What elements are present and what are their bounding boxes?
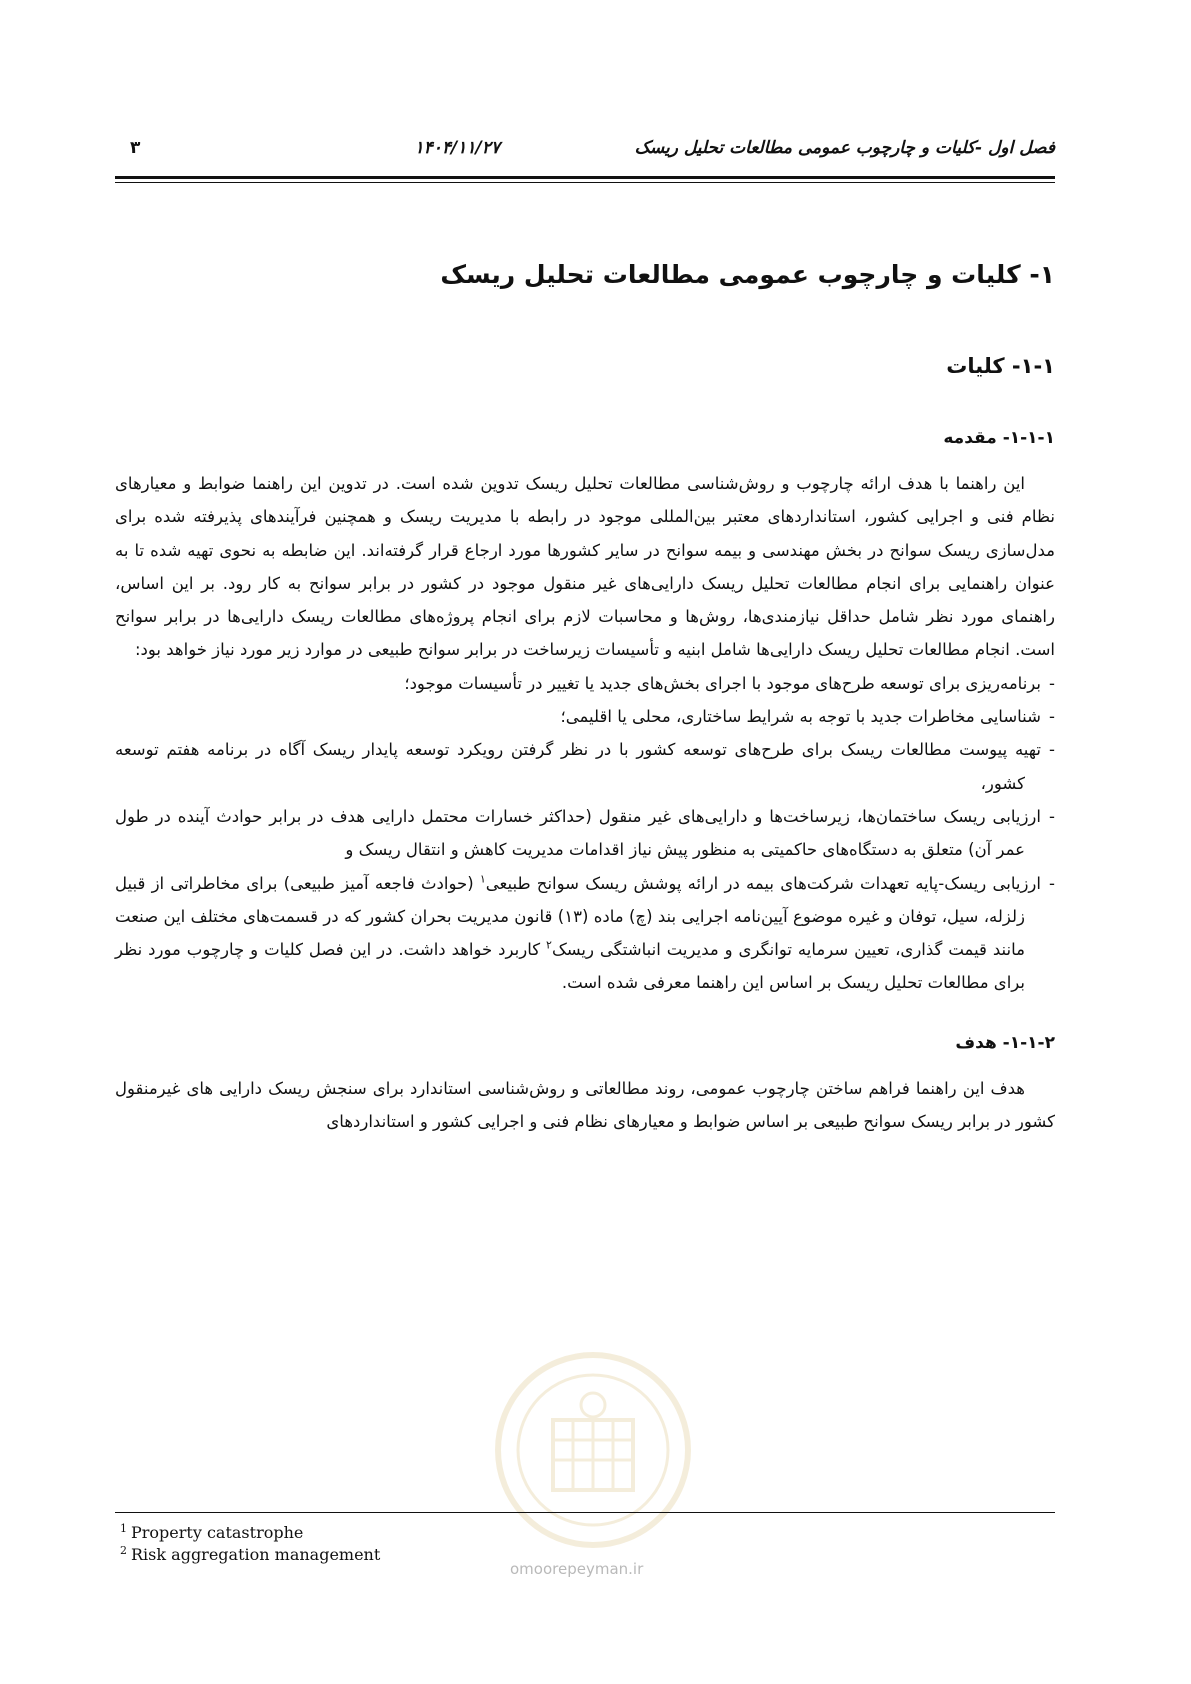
- section-heading: ۱-۱- کلیات: [946, 354, 1055, 378]
- footnote-number: 2: [120, 1543, 127, 1557]
- header-chapter-title: فصل اول -کلیات و چارچوب عمومی مطالعات تحلیل ریسک: [634, 138, 1055, 158]
- bullet-text: شناسایی مخاطرات جدید با توجه به شرایط ساختاری، محلی یا اقلیمی؛: [560, 707, 1041, 727]
- intro-paragraph: این راهنما با هدف ارائه چارچوب و روش‌شناسی مطالعات تحلیل ریسک تدوین شده است. در تدوین این راهنما ضوابط و معیارهای نظام فنی و اجرایی کشور، استانداردهای معتبر بین‌المللی موجود در رابطه با مدیریت ریسک و همچنین فرآیندهای پذیرفته شده برای مدل‌سازی ریسک سوانح در بخش مهندسی و بیمه سوانح در سایر کشورها مورد ارجاع قرار گرفته‌اند. این ضابطه به نحوی تهیه شده تا به عنوان راهنمایی برای انجام مطالعات تحلیل ریسک دارایی‌های غیر منقول موجود در کشور در برابر سوانح به کار رود. بر این اساس، راهنمای مورد نظر شامل حداقل نیازمندی‌ها، روش‌ها و محاسبات لازم برای انجام پروژه‌های مطالعات ریسک دارایی‌ها در برابر سوانح است. انجام مطالعات تحلیل ریسک دارایی‌ها شامل ابنیه و تأسیسات زیرساخت در برابر سوانح طبیعی در موارد زیر مورد نیاز خواهد بود:: [115, 474, 1055, 660]
- bullet-text: تهیه پیوست مطالعات ریسک برای طرح‌های توسعه کشور با در نظر گرفتن رویکرد توسعه پایدار ریسک آگاه در برنامه هفتم توسعه کشور،: [115, 740, 1041, 793]
- bullet-list: [115, 667, 1055, 1000]
- footnote-ref-2[interactable]: ۲: [546, 938, 552, 952]
- footnotes: [120, 1522, 380, 1566]
- page-content: [115, 255, 1055, 1138]
- watermark-text: omoorepeyman.ir: [510, 1560, 644, 1578]
- header-rule: [115, 176, 1055, 179]
- bullet-item: -برنامه‌ریزی برای توسعه طرح‌های موجود با اجرای بخش‌های جدید یا تغییر در تأسیسات موجود؛: [404, 673, 1055, 693]
- goal-paragraph: هدف این راهنما فراهم ساختن چارچوب عمومی، روند مطالعاتی و روش‌شناسی استاندارد برای سنجش ریسک دارایی های غیرمنقول کشور در برابر ریسک سوانح طبیعی بر اساس ضوابط و معیارهای نظام فنی و اجرایی کشور و استانداردهای: [115, 1078, 1055, 1132]
- bullet-text: برنامه‌ریزی برای توسعه طرح‌های موجود با اجرای بخش‌های جدید یا تغییر در تأسیسات موجود؛: [404, 673, 1041, 693]
- bullet-text: (حوادث فاجعه آمیز طبیعی) برای مخاطراتی از قبیل زلزله، سیل، توفان و غیره موضوع آیین‌نامه اجرایی بند (چ) ماده (۱۳) قانون مدیریت بحران کشور که در قسمت‌های مختلف این صنعت مانند قیمت گذاری، تعیین سرمایه توانگری و مدیریت انباشتگی ریسک: [115, 873, 1025, 960]
- bullet-item: -تهیه پیوست مطالعات ریسک برای طرح‌های توسعه کشور با در نظر گرفتن رویکرد توسعه پایدار ریسک آگاه در برنامه هفتم توسعه کشور،: [115, 740, 1055, 793]
- bullet-text: کاربرد خواهد داشت. در این فصل کلیات و چارچوب مورد نظر برای مطالعات تحلیل ریسک بر اساس این راهنما معرفی شده است.: [115, 940, 1025, 993]
- footnote-text: Property catastrophe: [131, 1523, 304, 1542]
- page-number: ۳: [130, 138, 141, 158]
- bullet-item: -ارزیابی ریسک ساختمان‌ها، زیرساخت‌ها و دارایی‌های غیر منقول (حداکثر خسارات محتمل دارایی هدف در برابر حوادث آینده در طول عمر آن) متعلق به دستگاه‌های حاکمیتی به منظور پیش نیاز اقدامات مدیریت کاهش و انتقال ریسک و: [115, 806, 1055, 860]
- header-rule-thin: [115, 182, 1055, 183]
- footnote-rule: [115, 1512, 1055, 1513]
- footnote-ref-1[interactable]: ۱: [479, 872, 486, 886]
- header-date: ۱۴۰۴/۱۱/۲۷: [414, 138, 500, 158]
- goal-heading: ۱-۱-۲- هدف: [955, 1032, 1055, 1053]
- chapter-heading: ۱- کلیات و چارچوب عمومی مطالعات تحلیل ریسک: [440, 260, 1055, 289]
- bullet-item: -شناسایی مخاطرات جدید با توجه به شرایط ساختاری، محلی یا اقلیمی؛: [560, 707, 1055, 727]
- footnote-item: [120, 1544, 380, 1566]
- bullet-item: -ارزیابی ریسک-پایه تعهدات شرکت‌های بیمه در ارائه پوشش ریسک سوانح طبیعی$^۱$ (حوادث فاجعه آمیز طبیعی) برای مخاطراتی از قبیل زلزله، سیل، توفان و غیره موضوع آیین‌نامه اجرایی بند (چ) ماده (۱۳) قانون مدیریت بحران کشور که در قسمت‌های مختلف این صنعت مانند قیمت گذاری، تعیین سرمایه توانگری و مدیریت انباشتگی ریسک$^۲$ کاربرد خواهد داشت. در این فصل کلیات و چارچوب مورد نظر برای مطالعات تحلیل ریسک بر اساس این راهنما معرفی شده است.: [115, 872, 1055, 993]
- footnote-item: [120, 1522, 380, 1544]
- footnote-text: Risk aggregation management: [131, 1545, 381, 1564]
- bullet-text: ارزیابی ریسک-پایه تعهدات شرکت‌های بیمه در ارائه پوشش ریسک سوانح طبیعی: [485, 873, 1041, 893]
- seal-icon: [493, 1350, 693, 1550]
- footnote-number: 1: [120, 1521, 127, 1535]
- running-header: [115, 138, 1055, 168]
- bullet-text: ارزیابی ریسک ساختمان‌ها، زیرساخت‌ها و دارایی‌های غیر منقول (حداکثر خسارات محتمل دارایی هدف در برابر حوادث آینده در طول عمر آن) متعلق به دستگاه‌های حاکمیتی به منظور پیش نیاز اقدامات مدیریت کاهش و انتقال ریسک و: [115, 806, 1041, 860]
- intro-heading: ۱-۱-۱- مقدمه: [943, 428, 1055, 448]
